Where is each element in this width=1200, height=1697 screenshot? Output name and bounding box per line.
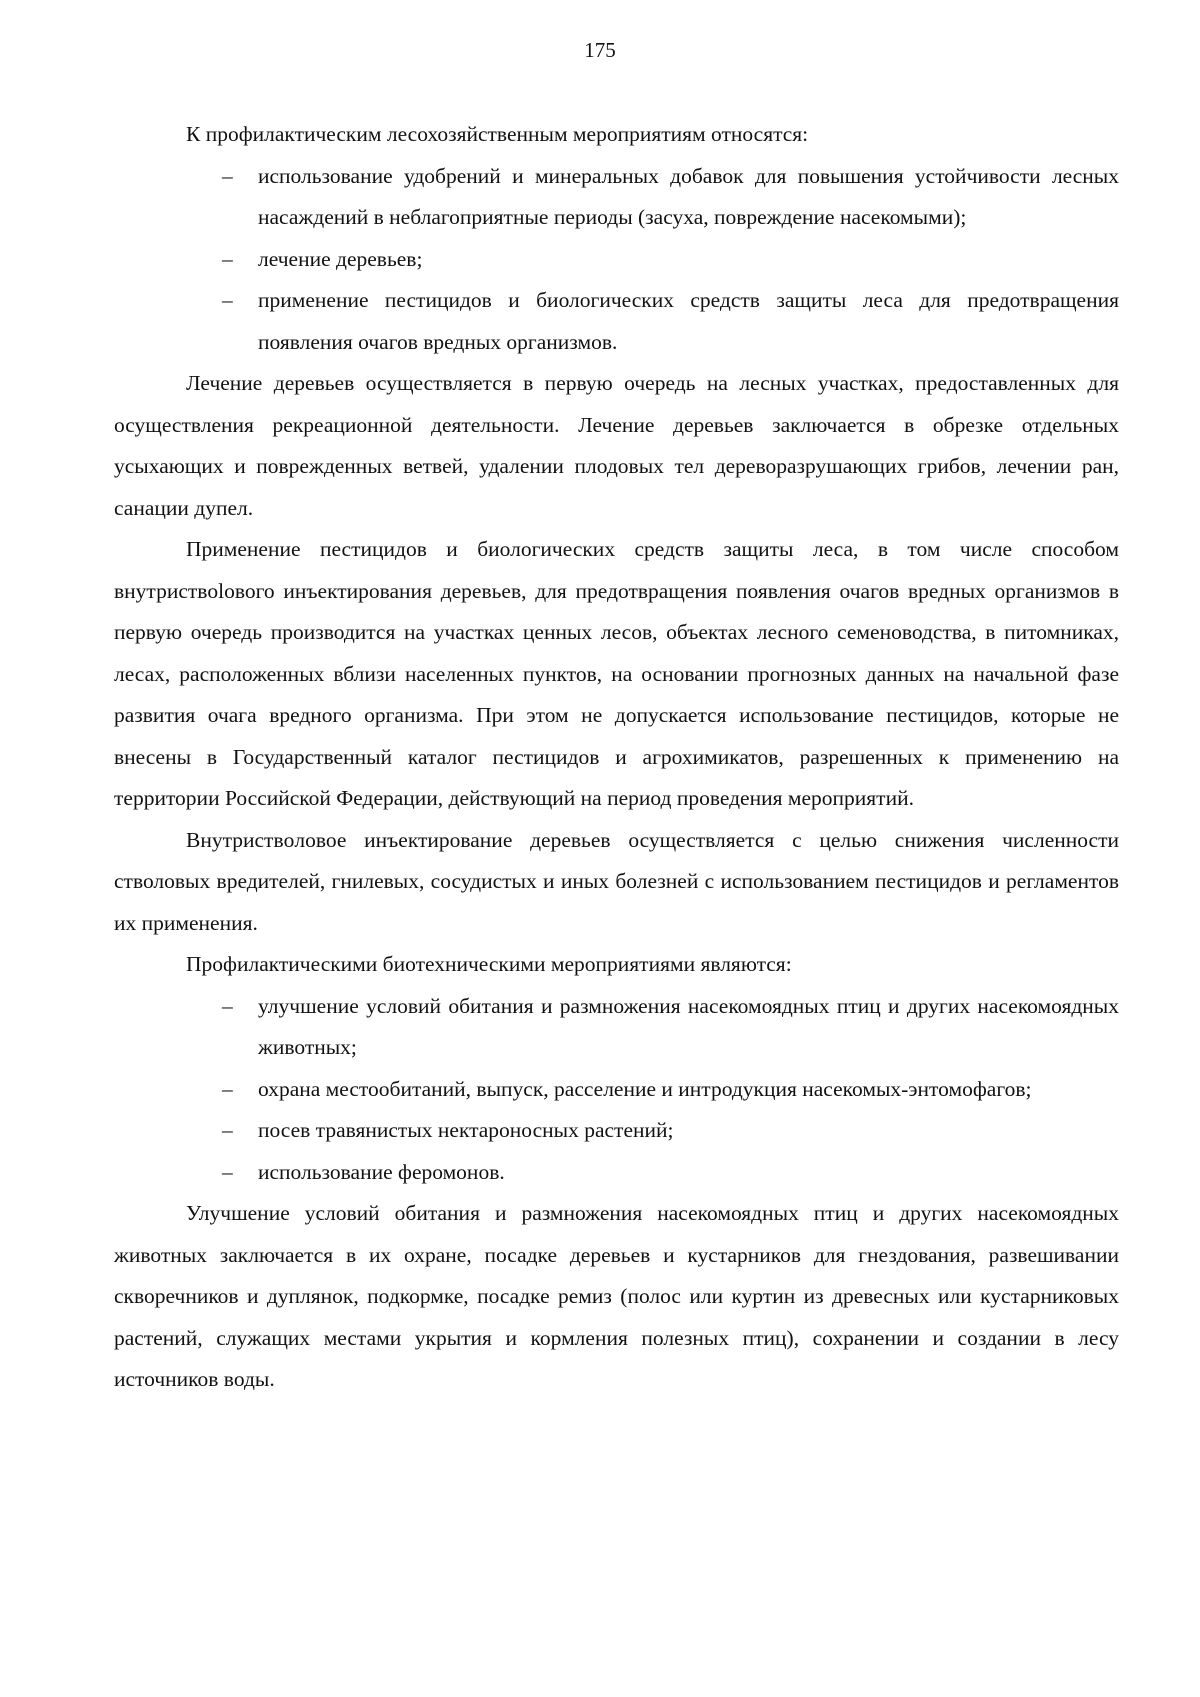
forestry-measures-lead: К профилактическим лесохозяйственным мероприятиям относятся: <box>186 122 809 146</box>
biotech-measures-lead: Профилактическими биотехническими мероприятиями являются: <box>186 952 792 976</box>
dash-marker: – <box>222 163 233 188</box>
paragraph-tree-treatment: Лечение деревьев осуществляется в первую очередь на лесных участках, предоставленных для осуществления рекреационной деятельности. Лечение деревьев заключается в обрезке отдельных усыхающих и поврежденных ветвей, удалении плодовых тел дереворазрушающих грибов, лечении ран, санации дупел. <box>114 371 1119 520</box>
dash-marker: – <box>222 1159 233 1184</box>
list-item: – использование феромонов. <box>258 1152 1119 1194</box>
dash-marker: – <box>222 1118 233 1142</box>
list-item: – использование удобрений и минеральных добавок для повышения устойчивости лесных насаждений в неблагоприятные периоды (засуха, повреждение насекомыми); <box>258 156 1119 239</box>
paragraph-bird-habitat: Улучшение условий обитания и размножения насекомоядных птиц и других насекомоядных животных заключается в их охране, посадке деревьев и кустарников для гнездования, развешивании скворечников и дуплянок, подкормке, посадке ремиз (полос или куртин из древесных или кустарниковых растений, служащих местами укрытия и кормления полезных птиц), сохранении и создании в лесу источников воды. <box>114 1201 1119 1391</box>
paragraph-injection: Внутриствoловое инъектирование деревьев осуществляется с целью снижения численности стволовых вредителей, гнилевых, сосудистых и иных болезней с использованием пестицидов и регламентов их применения. <box>114 827 1119 935</box>
forestry-measures-list <box>114 156 1119 364</box>
list-item: – улучшение условий обитания и размножения насекомоядных птиц и других насекомоядных животных; <box>258 986 1119 1069</box>
dash-marker: – <box>222 288 233 312</box>
document-body <box>114 114 1119 1401</box>
dash-marker: – <box>222 993 233 1018</box>
paragraph-pesticides: Применение пестицидов и биологических средств защиты леса, в том числе способом внутриствolового инъектирования деревьев, для предотвращения появления очагов вредных организмов в первую очередь производится на участках ценных лесов, объектах лесного семеноводства, в питомниках, лесах, расположенных вблизи населенных пунктов, на основании прогнозных данных на начальной фазе развития очага вредного организма. При этом не допускается использование пестицидов, которые не внесены в Государственный каталог пестицидов и агрохимикатов, разрешенных к применению на территории Российской Федерации, действующий на период проведения мероприятий. <box>114 537 1119 810</box>
list-item: – охрана местообитаний, выпуск, расселение и интродукция насекомых-энтомофагов; <box>258 1069 1119 1111</box>
page-number: 175 <box>584 38 616 62</box>
list-item: – лечение деревьев; <box>258 239 1119 281</box>
dash-marker: – <box>222 246 233 271</box>
dash-marker: – <box>222 1076 233 1101</box>
list-item: – применение пестицидов и биологических средств защиты леса для предотвращения появления очагов вредных организмов. <box>258 280 1119 363</box>
list-item: – посев травянистых нектароносных растений; <box>258 1110 1119 1152</box>
biotech-measures-list <box>114 986 1119 1194</box>
